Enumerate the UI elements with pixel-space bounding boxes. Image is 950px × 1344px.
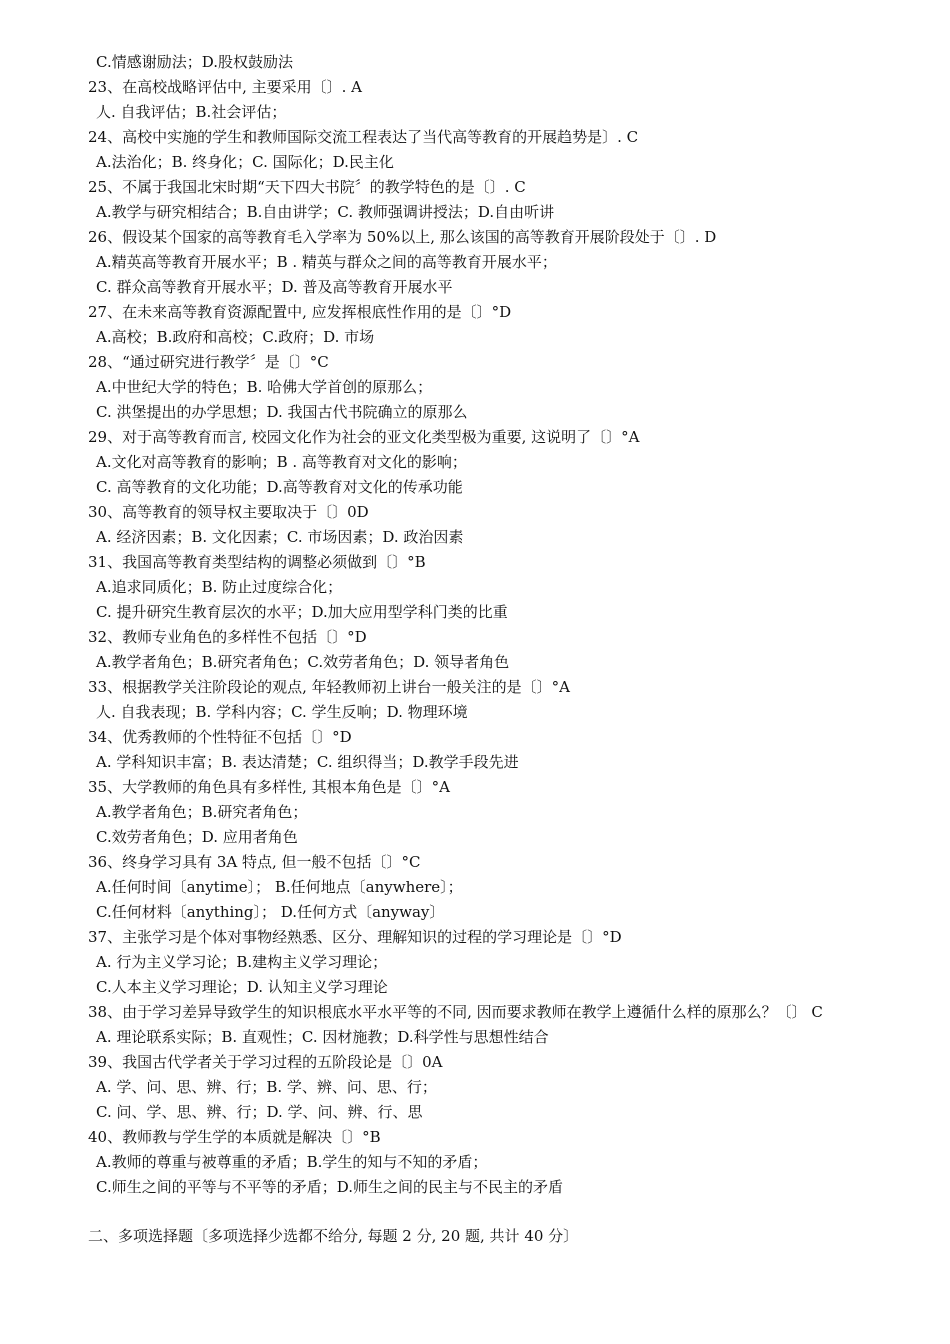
option-line: C.人本主义学习理论；D. 认知主义学习理论 [96,978,388,996]
question-line: 23、在高校战略评估中, 主要采用〔〕. A [88,78,362,96]
option-line: A.中世纪大学的特色；B. 哈佛大学首创的原那么； [96,378,433,396]
option-line: A. 学、问、思、辨、行；B. 学、辨、问、思、行； [96,1078,437,1096]
option-line: C.效劳者角色；D. 应用者角色 [96,828,298,846]
question-line: 28、“通过研究进行教学〞是〔〕°C [88,353,329,371]
question-line: 33、根据教学关注阶段论的观点, 年轻教师初上讲台一般关注的是〔〕°A [88,678,570,696]
option-line: A.教学者角色；B.研究者角色； [96,803,308,821]
question-line: 32、教师专业角色的多样性不包括〔〕°D [88,628,367,646]
option-line: C.任何材料〔anything〕； D.任何方式〔anyway〕 [96,903,445,921]
option-line: C. 群众高等教育开展水平；D. 普及高等教育开展水平 [96,278,453,296]
question-line: 27、在未来高等教育资源配置中, 应发挥根底性作用的是〔〕°D [88,303,512,321]
section-spacer [88,1200,928,1224]
option-line: A.任何时间〔anytime〕； B.任何地点〔anywhere〕； [96,878,463,896]
question-line: 25、不属于我国北宋时期“天下四大书院〞的教学特色的是〔〕. C [88,178,526,196]
option-line: A.教学者角色；B.研究者角色；C.效劳者角色；D. 领导者角色 [96,653,510,671]
option-line: A.精英高等教育开展水平；B . 精英与群众之间的高等教育开展水平； [96,253,557,271]
option-line: C. 洪堡提出的办学思想；D. 我国古代书院确立的原那么 [96,403,468,421]
question-line: 29、对于高等教育而言, 校园文化作为社会的亚文化类型极为重要, 这说明了〔〕°A [88,428,640,446]
option-line: A. 理论联系实际；B. 直观性；C. 因材施教；D.科学性与思想性结合 [96,1028,549,1046]
option-line: 人. 自我表现；B. 学科内容；C. 学生反响；D. 物理环境 [96,703,468,721]
option-line: C. 问、学、思、辨、行；D. 学、问、辨、行、思 [96,1103,423,1121]
question-line: 26、假设某个国家的高等教育毛入学率为 50%以上, 那么该国的高等教育开展阶段处于〔〕. D [88,228,717,246]
option-line: A.文化对高等教育的影响；B . 高等教育对文化的影响； [96,453,467,471]
question-list [88,50,928,1200]
option-line: A. 经济因素；B. 文化因素；C. 市场因素；D. 政治因素 [96,528,464,546]
option-line: A.追求同质化；B. 防止过度综合化； [96,578,343,596]
question-line: 37、主张学习是个体对事物经熟悉、区分、理解知识的过程的学习理论是〔〕°D [88,928,622,946]
question-line: 36、终身学习具有 3A 特点, 但一般不包括〔〕°C [88,853,421,871]
option-line: A.教学与研究相结合；B.自由讲学；C. 教师强调讲授法；D.自由听讲 [96,203,555,221]
option-line: A. 行为主义学习论；B.建构主义学习理论； [96,953,388,971]
document-content [88,50,928,1249]
section-title: 二、多项选择题〔多项选择少选都不给分, 每题 2 分, 20 题, 共计 40 分〕 [88,1227,579,1245]
option-line: C. 高等教育的文化功能；D.高等教育对文化的传承功能 [96,478,463,496]
option-line: C. 提升研究生教育层次的水平；D.加大应用型学科门类的比重 [96,603,508,621]
question-line: 31、我国高等教育类型结构的调整必须做到〔〕°B [88,553,426,571]
option-line: C.师生之间的平等与不平等的矛盾；D.师生之间的民主与不民主的矛盾 [96,1178,563,1196]
question-line: 38、由于学习差异导致学生的知识根底水平水平等的不同, 因而要求教师在教学上遵循什么样的原那么？〔〕 C [88,1003,823,1021]
question-line: 34、优秀教师的个性特征不包括〔〕°D [88,728,352,746]
question-line: 40、教师教与学生学的本质就是解决〔〕°B [88,1128,381,1146]
option-line: C.情感谢励法；D.股权鼓励法 [96,53,293,71]
question-line: 35、大学教师的角色具有多样性, 其根本角色是〔〕°A [88,778,450,796]
question-line: 30、高等教育的领导权主要取决于〔〕0D [88,503,369,521]
option-line: A. 学科知识丰富；B. 表达清楚；C. 组织得当；D.教学手段先进 [96,753,519,771]
option-line: A.教师的尊重与被尊重的矛盾；B.学生的知与不知的矛盾； [96,1153,488,1171]
option-line: A.高校；B.政府和高校；C.政府；D. 市场 [96,328,375,346]
option-line: 人. 自我评估；B.社会评估； [96,103,287,121]
question-line: 39、我国古代学者关于学习过程的五阶段论是〔〕0A [88,1053,443,1071]
question-line: 24、高校中实施的学生和教师国际交流工程表达了当代高等教育的开展趋势是〕. C [88,128,639,146]
option-line: A.法治化；B. 终身化；C. 国际化；D.民主化 [96,153,394,171]
